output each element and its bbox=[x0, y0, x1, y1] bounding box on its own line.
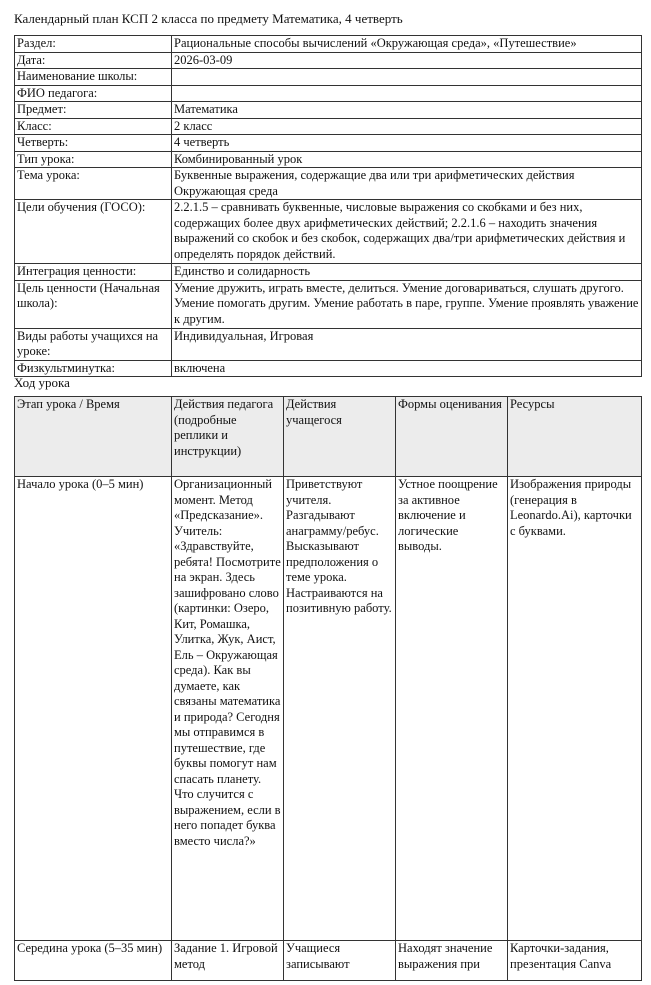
info-label: Цели обучения (ГОСО): bbox=[15, 200, 172, 264]
lesson-cell-text: Карточки-задания, презентация Canva bbox=[510, 941, 612, 971]
info-label: Виды работы учащихся на уроке: bbox=[15, 328, 172, 360]
info-value: Умение дружить, играть вместе, делиться. Умение договариваться, слушать другого. Умение помогать другим. Умение работать в паре, группе. Умение проявлять уважение к другим. bbox=[172, 280, 642, 328]
lesson-cell-student bbox=[284, 941, 396, 981]
info-value: Буквенные выражения, содержащие два или три арифметических действия Окружающая среда bbox=[172, 168, 642, 200]
info-label: Физкультминутка: bbox=[15, 360, 172, 377]
lesson-cell-text: Изображения природы (генерация в Leonardo.Ai), карточки с буквами. bbox=[510, 477, 632, 538]
info-label: Дата: bbox=[15, 52, 172, 69]
info-row bbox=[15, 85, 642, 102]
lesson-cell-resources bbox=[508, 941, 642, 981]
info-label: Цель ценности (Начальная школа): bbox=[15, 280, 172, 328]
info-row bbox=[15, 360, 642, 377]
info-row bbox=[15, 328, 642, 360]
lesson-header-row bbox=[15, 397, 642, 477]
lesson-cell-stage bbox=[15, 941, 172, 981]
lesson-row bbox=[15, 477, 642, 941]
document-title: Календарный план КСП 2 класса по предмету Математика, 4 четверть bbox=[14, 11, 403, 26]
info-value bbox=[172, 85, 642, 102]
info-row bbox=[15, 135, 642, 152]
lesson-cell-student bbox=[284, 477, 396, 941]
info-label: Интеграция ценности: bbox=[15, 264, 172, 281]
info-value bbox=[172, 69, 642, 86]
info-value: Индивидуальная, Игровая bbox=[172, 328, 642, 360]
info-row bbox=[15, 264, 642, 281]
info-value: 2 класс bbox=[172, 118, 642, 135]
info-row bbox=[15, 118, 642, 135]
info-value: включена bbox=[172, 360, 642, 377]
info-row bbox=[15, 102, 642, 119]
info-label: Раздел: bbox=[15, 36, 172, 53]
lesson-cell-text: Устное поощрение за активное включение и логические выводы. bbox=[398, 477, 498, 553]
info-row bbox=[15, 69, 642, 86]
lesson-cell-teacher bbox=[172, 477, 284, 941]
lesson-cell-stage bbox=[15, 477, 172, 941]
info-value: 2.2.1.5 – сравнивать буквенные, числовые выражения со скобками и без них, содержащих более двух арифметических действий; 2.2.1.6 – находить значения выражений со скобок и без скобок, содержащих два/три арифметических действия и определять порядок действий. bbox=[172, 200, 642, 264]
lesson-cell-teacher bbox=[172, 941, 284, 981]
lesson-cell-text: Середина урока (5–35 мин) bbox=[17, 941, 163, 955]
info-value: Единство и солидарность bbox=[172, 264, 642, 281]
info-row bbox=[15, 36, 642, 53]
lesson-cell-text: Приветствуют учителя. Разгадывают анаграмму/ребус. Высказывают предположения о теме урока. Настраиваются на позитивную работу. bbox=[286, 477, 392, 615]
lesson-row bbox=[15, 941, 642, 981]
info-value: 4 четверть bbox=[172, 135, 642, 152]
info-row bbox=[15, 280, 642, 328]
info-label: Четверть: bbox=[15, 135, 172, 152]
lesson-cell-text: Учащиеся записывают bbox=[286, 941, 350, 971]
lesson-cell-assessment bbox=[396, 477, 508, 941]
lesson-header-cell: Действия педагога (подробные реплики и инструкции) bbox=[172, 397, 284, 477]
info-table bbox=[14, 35, 642, 377]
info-label: Тип урока: bbox=[15, 151, 172, 168]
lesson-cell-text: Находят значение выражения при bbox=[398, 941, 493, 971]
info-value: Математика bbox=[172, 102, 642, 119]
info-label: ФИО педагога: bbox=[15, 85, 172, 102]
lesson-cell-text: Организационный момент. Метод «Предсказание». Учитель: «Здравствуйте, ребята! Посмотрите на экран. Здесь зашифровано слово (картинки: Озеро, Кит, Ромашка, Улитка, Жук, Аист, Ель – Окружающая среда). Как вы думаете, как связаны математика и природа? Сегодня мы отправимся в путешествие, где буквы помогут нам спасать планету. Что случится с выражением, если в него попадет буква вместо числа?» bbox=[174, 477, 281, 848]
lesson-cell-resources bbox=[508, 477, 642, 941]
info-label: Наименование школы: bbox=[15, 69, 172, 86]
info-label: Предмет: bbox=[15, 102, 172, 119]
info-label: Тема урока: bbox=[15, 168, 172, 200]
info-row bbox=[15, 168, 642, 200]
info-value: Рациональные способы вычислений «Окружающая среда», «Путешествие» bbox=[172, 36, 642, 53]
info-row bbox=[15, 52, 642, 69]
lesson-header-cell: Ресурсы bbox=[508, 397, 642, 477]
lesson-table bbox=[14, 396, 642, 981]
info-value: 2026-03-09 bbox=[172, 52, 642, 69]
lesson-section-title: Ход урока bbox=[14, 375, 70, 390]
lesson-header-cell: Формы оценивания bbox=[396, 397, 508, 477]
info-label: Класс: bbox=[15, 118, 172, 135]
info-row bbox=[15, 200, 642, 264]
lesson-cell-assessment bbox=[396, 941, 508, 981]
lesson-cell-text: Задание 1. Игровой метод bbox=[174, 941, 278, 971]
info-value: Комбинированный урок bbox=[172, 151, 642, 168]
info-row bbox=[15, 151, 642, 168]
lesson-cell-text: Начало урока (0–5 мин) bbox=[17, 477, 144, 491]
lesson-header-cell: Этап урока / Время bbox=[15, 397, 172, 477]
lesson-header-cell: Действия учащегося bbox=[284, 397, 396, 477]
